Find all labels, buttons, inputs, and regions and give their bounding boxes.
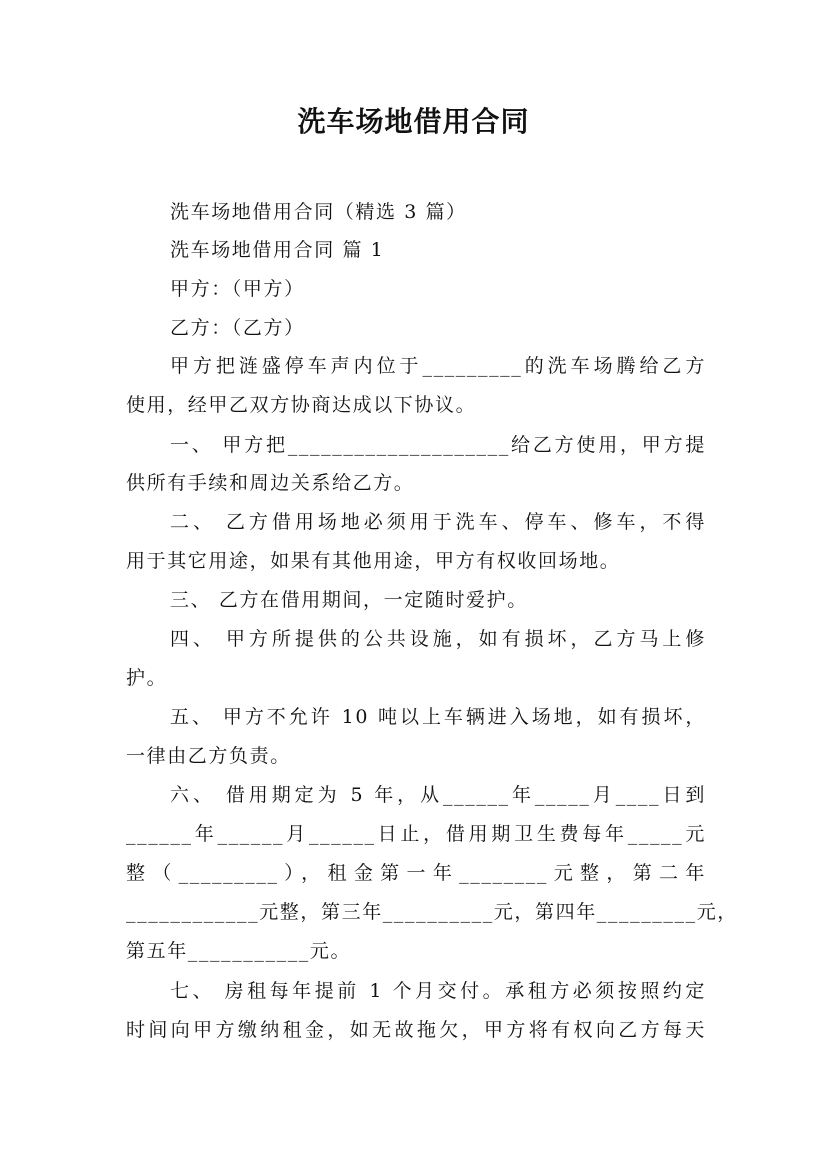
doc-line-subtitle: 洗车场地借用合同（精选 3 篇）: [170, 201, 467, 223]
doc-line-clause-6b: ______年______月______日止，借用期卫生费每年_____元: [126, 823, 706, 845]
doc-line-intro-2: 使用，经甲乙双方协商达成以下协议。: [126, 394, 477, 416]
doc-line-intro-1: 甲方把涟盛停车声内位于_________的洗车场腾给乙方: [170, 355, 706, 377]
doc-line-clause-6d: ____________元整，第三年__________元，第四年_________元，: [126, 901, 738, 923]
doc-line-party-b: 乙方：（乙方）: [170, 317, 305, 339]
doc-line-clause-4a: 四、 甲方所提供的公共设施，如有损坏，乙方马上修: [170, 628, 706, 650]
doc-line-clause-7b: 时间向甲方缴纳租金，如无故拖欠，甲方将有权向乙方每天: [126, 1019, 706, 1041]
doc-line-clause-6e: 第五年___________元。: [126, 940, 352, 962]
doc-line-clause-6a: 六、 借用期定为 5 年，从______年_____月____日到: [170, 784, 706, 806]
doc-line-clause-4b: 护。: [126, 667, 168, 689]
doc-line-clause-1b: 供所有手续和周边关系给乙方。: [126, 472, 415, 494]
doc-line-clause-2b: 用于其它用途，如果有其他用途，甲方有权收回场地。: [126, 550, 621, 572]
doc-line-party-a: 甲方：（甲方）: [170, 278, 305, 300]
doc-line-clause-5b: 一律由乙方负责。: [126, 745, 291, 767]
doc-line-clause-5a: 五、 甲方不允许 10 吨以上车辆进入场地，如有损坏，: [170, 706, 706, 728]
doc-line-clause-3: 三、 乙方在借用期间，一定随时爱护。: [170, 589, 528, 611]
doc-line-clause-6c: 整（_________），租金第一年________元整，第二年: [126, 862, 706, 884]
doc-line-clause-7a: 七、 房租每年提前 1 个月交付。承租方必须按照约定: [170, 980, 706, 1002]
doc-line-clause-2a: 二、 乙方借用场地必须用于洗车、停车、修车，不得: [170, 511, 706, 533]
doc-line-clause-1a: 一、 甲方把____________________给乙方使用，甲方提: [170, 434, 706, 456]
document-title: 洗车场地借用合同: [297, 105, 530, 138]
doc-line-section-heading: 洗车场地借用合同 篇 1: [170, 239, 385, 261]
